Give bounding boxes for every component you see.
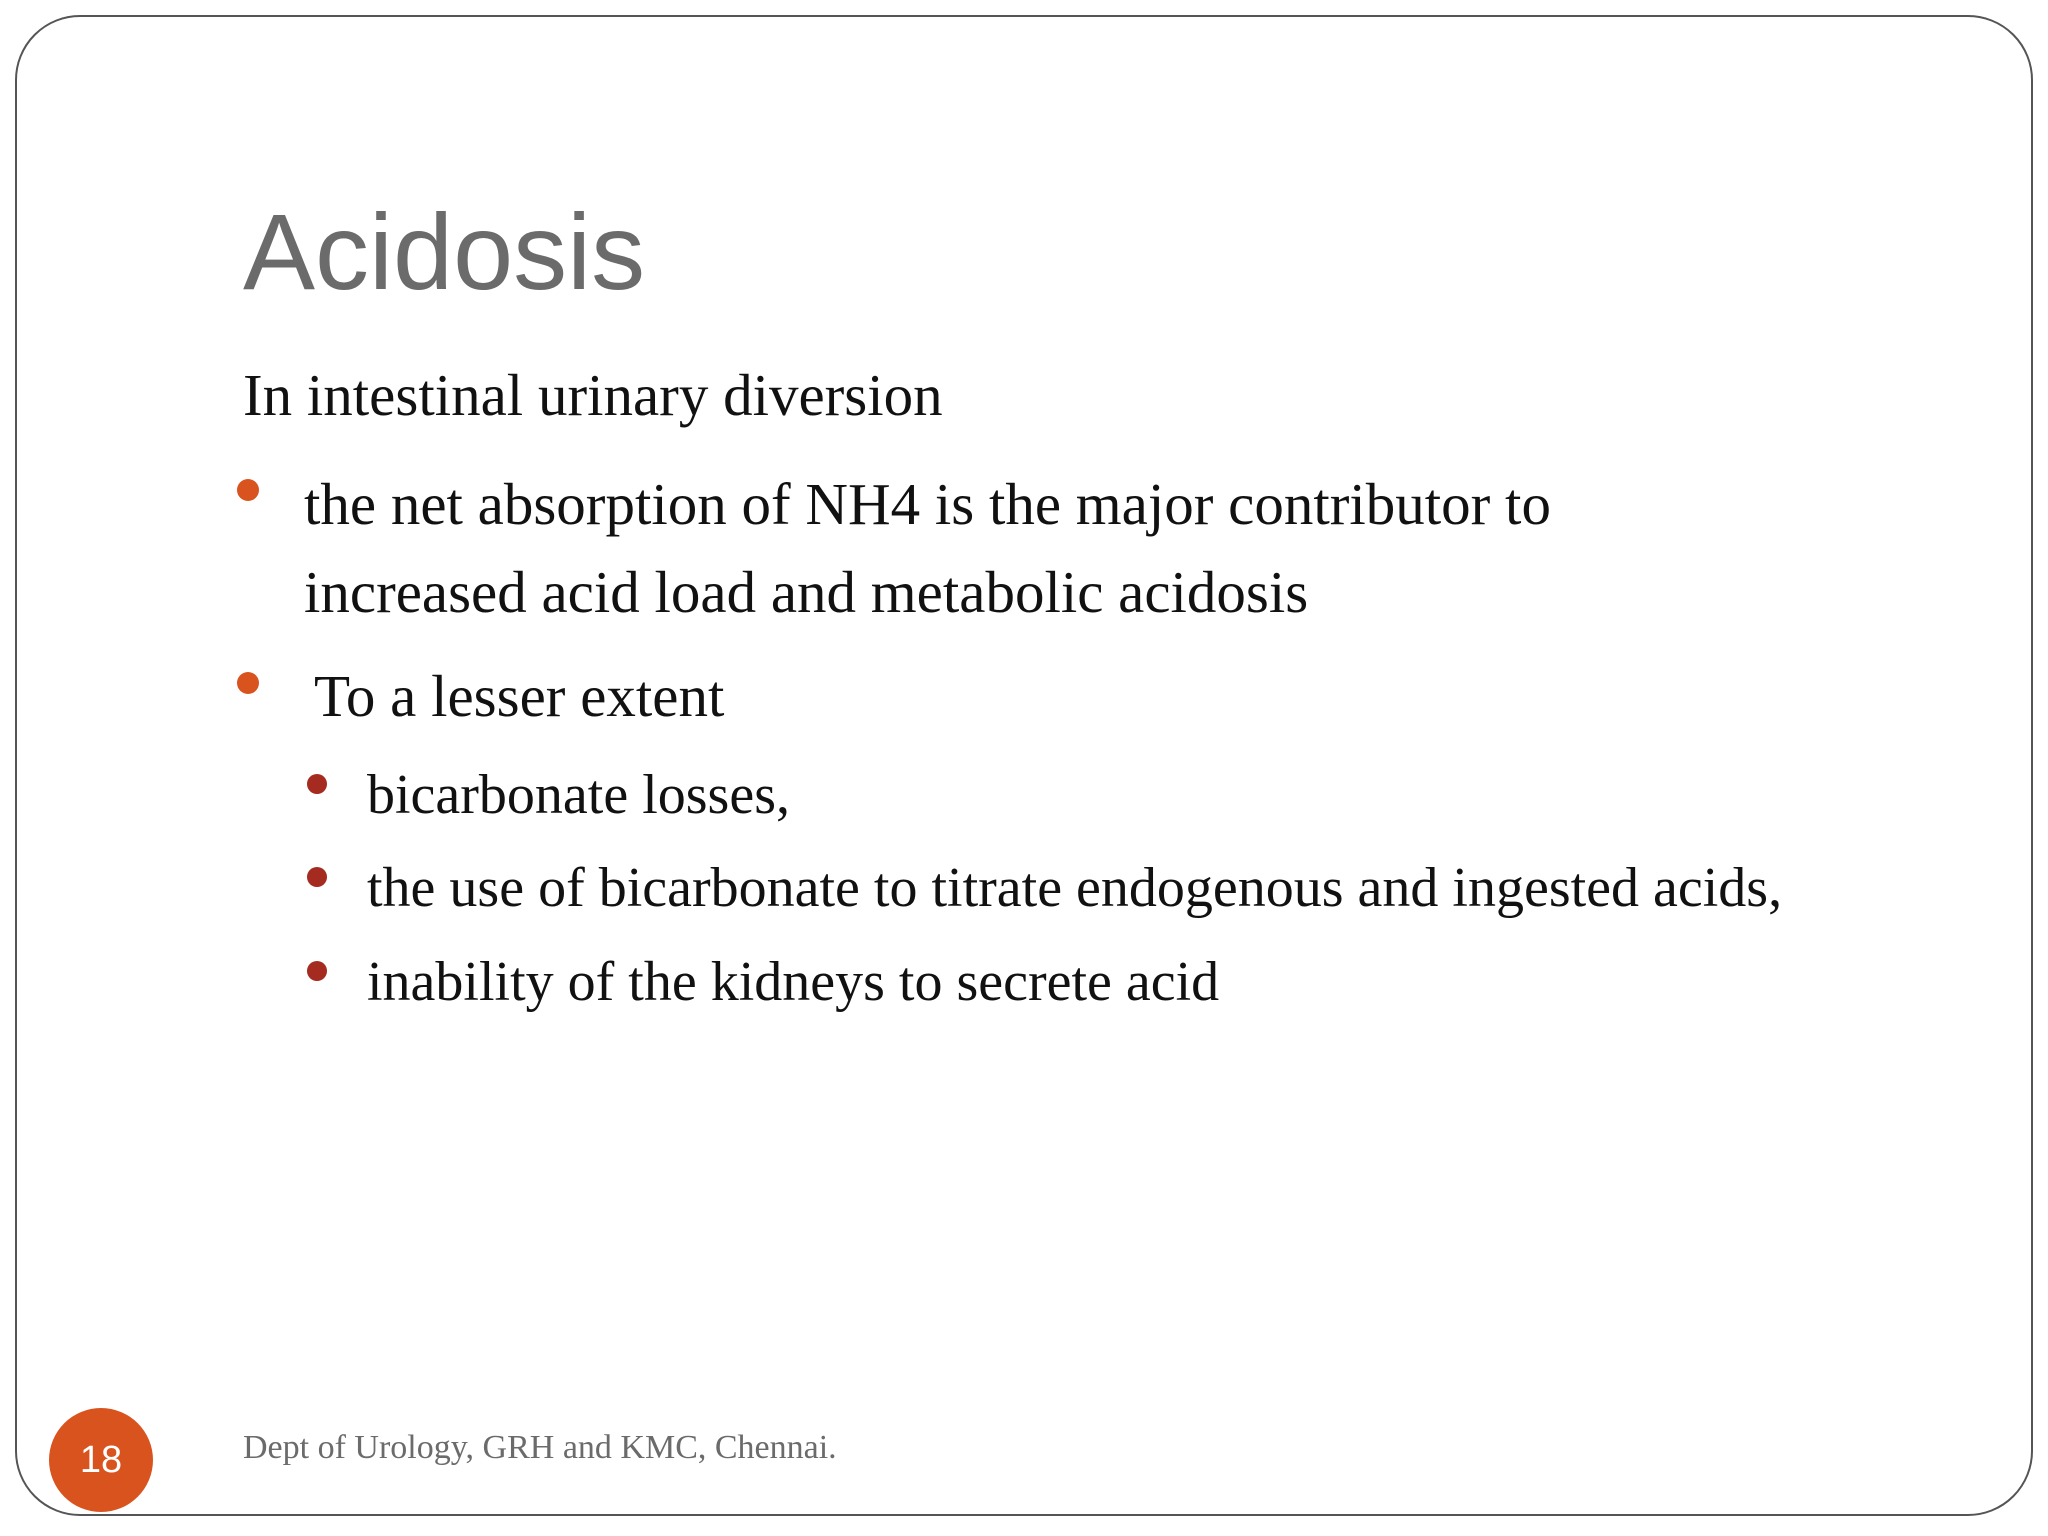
sub-bullet-2: the use of bicarbonate to titrate endogenous and ingested acids, [367, 857, 1783, 919]
slide [15, 15, 2033, 1516]
bullet-dot-icon [237, 672, 259, 694]
sub-bullet-3: inability of the kidneys to secrete acid [367, 951, 1220, 1013]
bullet-1-line-2: increased acid load and metabolic acidosis [304, 559, 1309, 625]
slide-footer: Dept of Urology, GRH and KMC, Chennai. [243, 1429, 837, 1466]
bullet-1-line-1: the net absorption of NH4 is the major contributor to [304, 471, 1551, 537]
sub-bullet-dot-icon [307, 961, 327, 981]
bullet-dot-icon [237, 479, 259, 501]
sub-bullet-1: bicarbonate losses, [367, 764, 790, 826]
slide-title: Acidosis [243, 191, 646, 312]
sub-bullet-dot-icon [307, 774, 327, 794]
intro-text: In intestinal urinary diversion [243, 362, 943, 428]
bullet-2-text: To a lesser extent [314, 663, 725, 729]
page-number-badge: 18 [49, 1408, 153, 1512]
sub-bullet-dot-icon [307, 867, 327, 887]
